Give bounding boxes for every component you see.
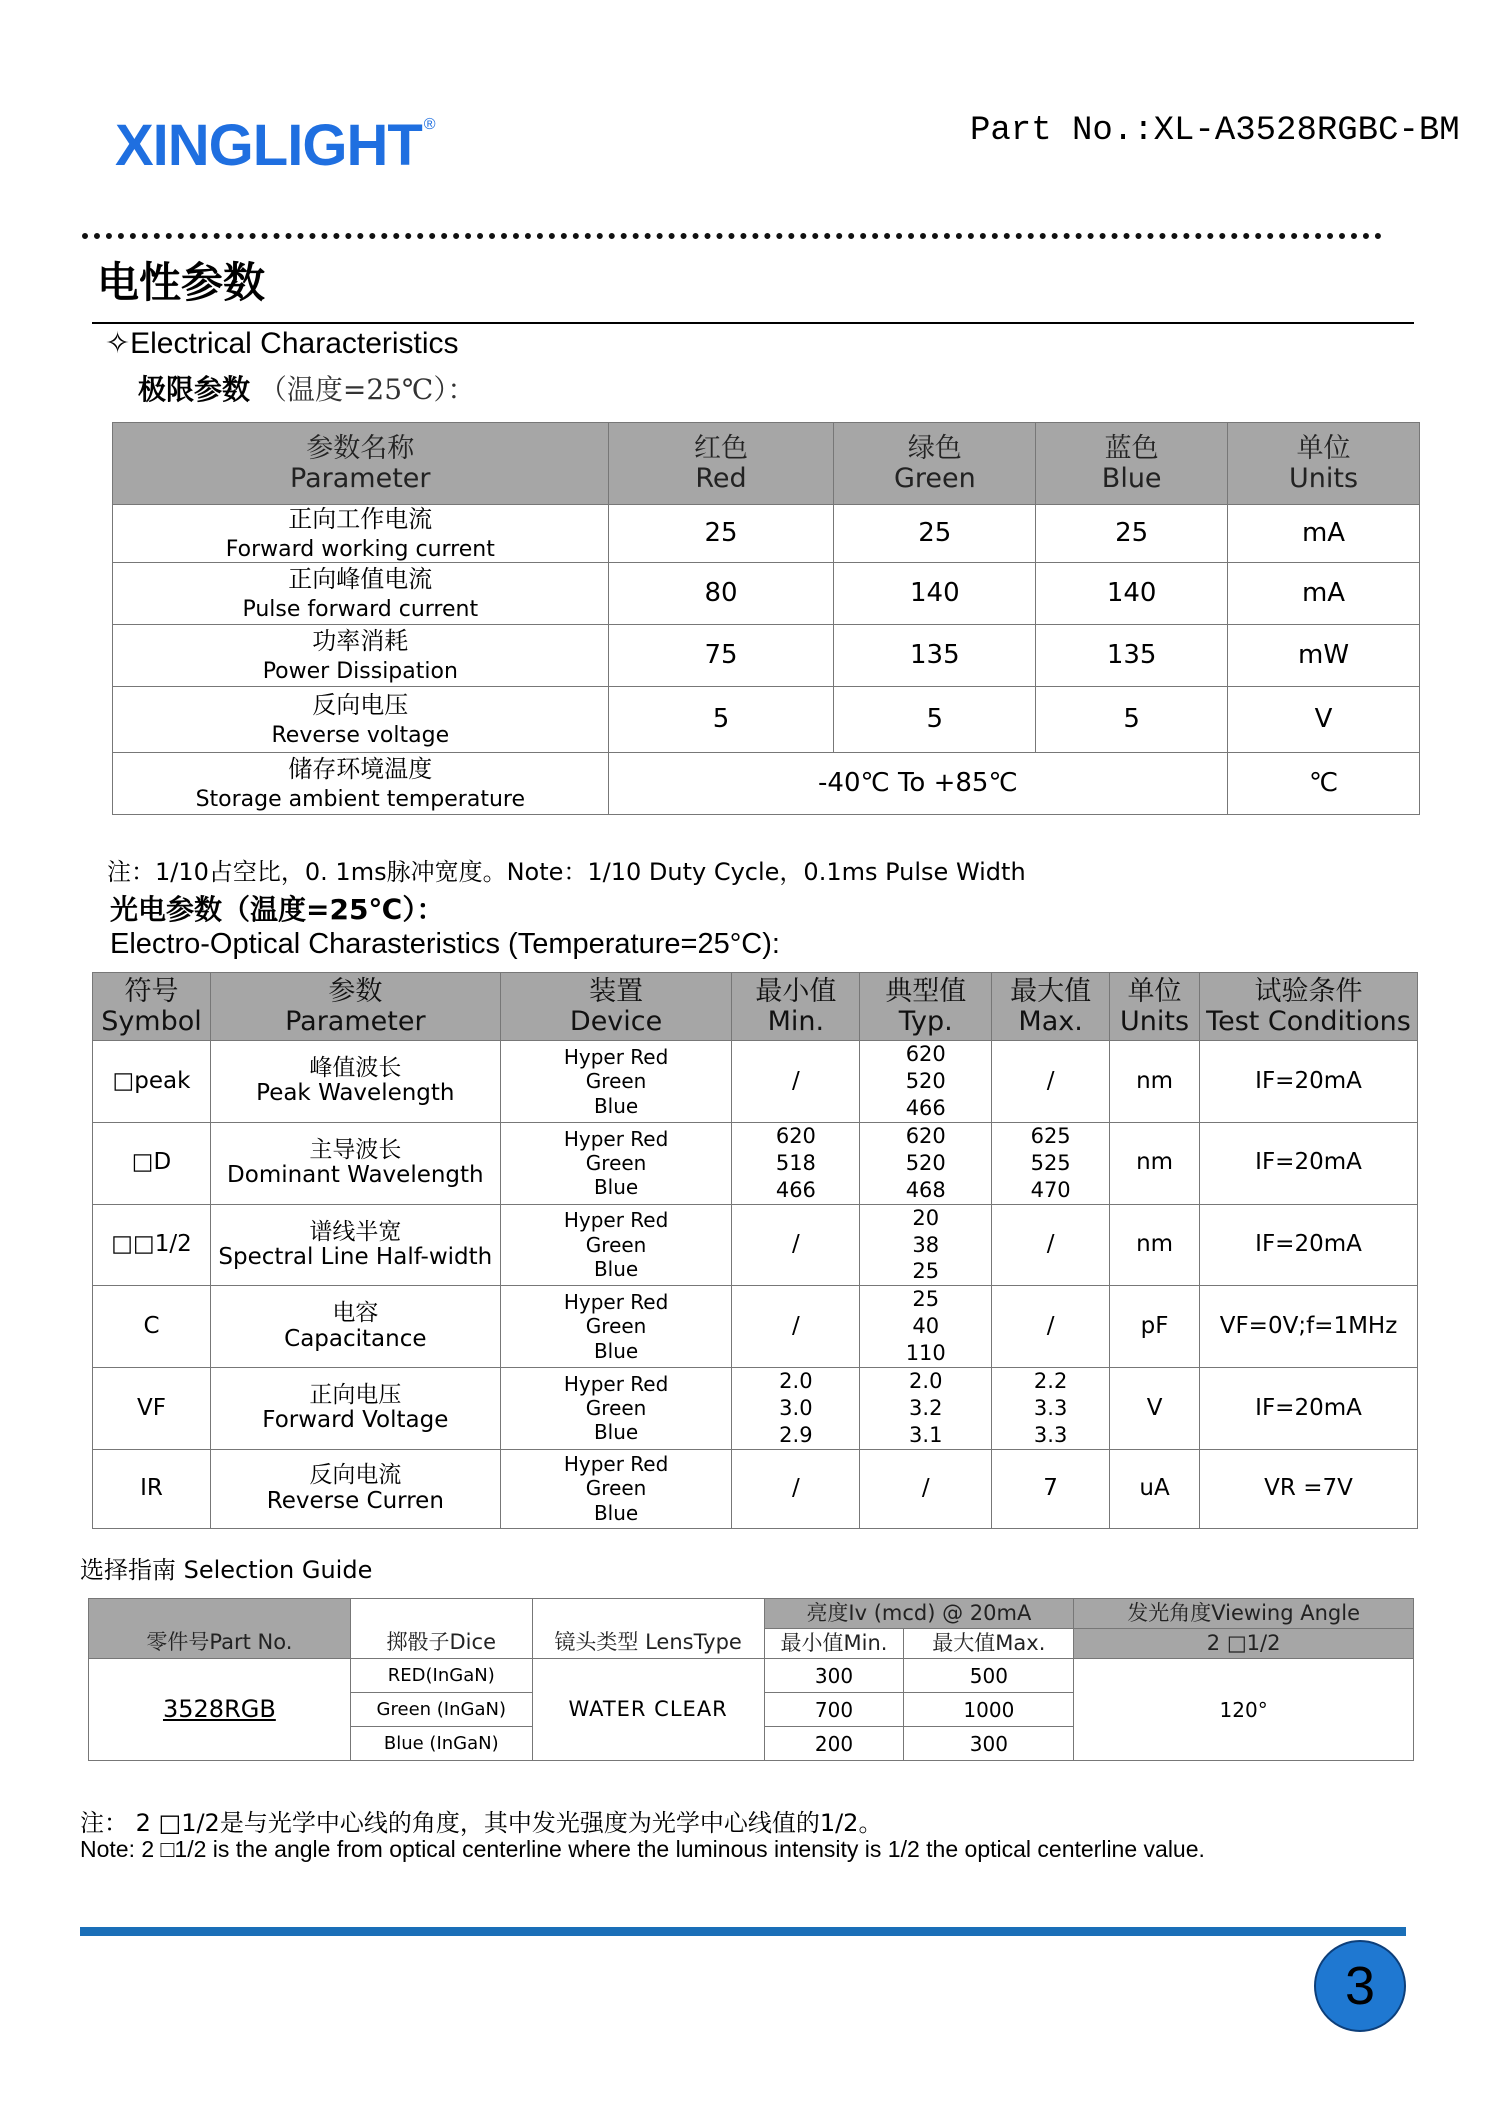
header-cell: 最大值Max. bbox=[904, 1629, 1074, 1659]
header-cell: 镜头类型 LensType bbox=[532, 1599, 764, 1659]
param-cell: 功率消耗 Power Dissipation bbox=[113, 625, 609, 687]
unit-cell: ℃ bbox=[1228, 753, 1420, 815]
symbol-cell: IR bbox=[93, 1449, 211, 1528]
param-cell: 储存环境温度 Storage ambient temperature bbox=[113, 753, 609, 815]
header-cell: 符号 Symbol bbox=[93, 973, 211, 1041]
value-cell: 5 bbox=[1036, 687, 1228, 753]
value-cell: 25 bbox=[834, 505, 1036, 563]
storage-range-cell: -40℃ To +85℃ bbox=[608, 753, 1228, 815]
param-cell: 反向电压 Reverse voltage bbox=[113, 687, 609, 753]
symbol-cell: □peak bbox=[93, 1041, 211, 1123]
typ-cell: 2.0 3.2 3.1 bbox=[860, 1367, 992, 1449]
lum-max-cell: 500 bbox=[904, 1659, 1074, 1693]
min-cell: / bbox=[732, 1449, 860, 1528]
header-cell: 装置 Device bbox=[500, 973, 732, 1041]
symbol-cell: □□1/2 bbox=[93, 1204, 211, 1286]
param-cell: 峰值波长 Peak Wavelength bbox=[210, 1041, 500, 1123]
header-cell: 掷骰子Dice bbox=[350, 1599, 532, 1659]
selection-guide-table bbox=[88, 1598, 1414, 1761]
condition-cell: IF=20mA bbox=[1200, 1367, 1418, 1449]
header-cell: 亮度Iv (mcd) @ 20mA bbox=[764, 1599, 1074, 1629]
footer-bar bbox=[80, 1927, 1406, 1936]
dotted-divider bbox=[82, 233, 1382, 239]
condition-cell: VF=0V;f=1MHz bbox=[1200, 1286, 1418, 1368]
header-cell: 2 □1/2 bbox=[1074, 1629, 1414, 1659]
max-cell: / bbox=[992, 1041, 1110, 1123]
table-row bbox=[113, 625, 1420, 687]
electro-optical-title-en: Electro-Optical Charasteristics (Temperature=25°C): bbox=[110, 928, 780, 960]
part-number: Part No.:XL-A3528RGBC-BM bbox=[970, 112, 1460, 150]
unit-cell: mW bbox=[1228, 625, 1420, 687]
condition-cell: IF=20mA bbox=[1200, 1204, 1418, 1286]
max-cell: 7 bbox=[992, 1449, 1110, 1528]
symbol-cell: C bbox=[93, 1286, 211, 1368]
table-row bbox=[93, 1286, 1418, 1368]
table-row bbox=[93, 1449, 1418, 1528]
condition-cell: IF=20mA bbox=[1200, 1122, 1418, 1204]
header-cell: 单位 Units bbox=[1110, 973, 1200, 1041]
min-cell: 620 518 466 bbox=[732, 1122, 860, 1204]
value-cell: 140 bbox=[1036, 563, 1228, 625]
condition-cell: IF=20mA bbox=[1200, 1041, 1418, 1123]
device-cell: Hyper Red Green Blue bbox=[500, 1367, 732, 1449]
header-cell: 红色 Red bbox=[608, 423, 834, 505]
value-cell: 135 bbox=[834, 625, 1036, 687]
header-cell: 最大值 Max. bbox=[992, 973, 1110, 1041]
lum-min-cell: 200 bbox=[764, 1727, 904, 1761]
header-cell: 参数名称 Parameter bbox=[113, 423, 609, 505]
typ-cell: 620 520 468 bbox=[860, 1122, 992, 1204]
angle-cell: 120° bbox=[1074, 1659, 1414, 1761]
table-row bbox=[89, 1659, 1414, 1693]
dice-cell: RED(InGaN) bbox=[350, 1659, 532, 1693]
header-cell: 单位 Units bbox=[1228, 423, 1420, 505]
table-row bbox=[113, 563, 1420, 625]
param-cell: 反向电流 Reverse Curren bbox=[210, 1449, 500, 1528]
param-cell: 谱线半宽 Spectral Line Half-width bbox=[210, 1204, 500, 1286]
electrical-title: ✧Electrical Characteristics bbox=[105, 327, 459, 360]
header-cell: 参数 Parameter bbox=[210, 973, 500, 1041]
viewing-angle-note-cn: 注： 2 □1/2是与光学中心线的角度，其中发光强度为光学中心线值的1/2。 bbox=[80, 1809, 883, 1837]
header-cell: 最小值Min. bbox=[764, 1629, 904, 1659]
value-cell: 75 bbox=[608, 625, 834, 687]
value-cell: 25 bbox=[608, 505, 834, 563]
header-cell: 蓝色 Blue bbox=[1036, 423, 1228, 505]
unit-cell: nm bbox=[1110, 1041, 1200, 1123]
header-cell: 最小值 Min. bbox=[732, 973, 860, 1041]
viewing-angle-note-en: Note: 2 □1/2 is the angle from optical centerline where the luminous intensity is 1/2 the optical centerline value. bbox=[80, 1836, 1205, 1862]
lum-max-cell: 1000 bbox=[904, 1693, 1074, 1727]
device-cell: Hyper Red Green Blue bbox=[500, 1286, 732, 1368]
part-no-cell: 3528RGB bbox=[89, 1659, 351, 1761]
device-cell: Hyper Red Green Blue bbox=[500, 1204, 732, 1286]
dice-cell: Green (InGaN) bbox=[350, 1693, 532, 1727]
table-row bbox=[93, 1122, 1418, 1204]
value-cell: 135 bbox=[1036, 625, 1228, 687]
max-cell: / bbox=[992, 1204, 1110, 1286]
typ-cell: / bbox=[860, 1449, 992, 1528]
value-cell: 25 bbox=[1036, 505, 1228, 563]
symbol-cell: □D bbox=[93, 1122, 211, 1204]
selection-guide-title: 选择指南 Selection Guide bbox=[80, 1556, 373, 1584]
header-cell: 绿色 Green bbox=[834, 423, 1036, 505]
electro-optical-table bbox=[92, 972, 1418, 1529]
section-title: 电性参数 bbox=[97, 258, 266, 307]
header-cell: 典型值 Typ. bbox=[860, 973, 992, 1041]
lum-max-cell: 300 bbox=[904, 1727, 1074, 1761]
limits-title: 极限参数 （温度=25℃）： bbox=[138, 373, 476, 406]
lum-min-cell: 300 bbox=[764, 1659, 904, 1693]
unit-cell: nm bbox=[1110, 1204, 1200, 1286]
value-cell: 5 bbox=[834, 687, 1036, 753]
max-cell: / bbox=[992, 1286, 1110, 1368]
section-rule bbox=[92, 322, 1414, 324]
table-header-row bbox=[93, 973, 1418, 1041]
duty-cycle-note: 注：1/10占空比，0. 1ms脉冲宽度。Note：1/10 Duty Cycle，0.1ms Pulse Width bbox=[107, 858, 1026, 886]
max-cell: 2.2 3.3 3.3 bbox=[992, 1367, 1110, 1449]
param-cell: 正向电压 Forward Voltage bbox=[210, 1367, 500, 1449]
unit-cell: V bbox=[1110, 1367, 1200, 1449]
min-cell: / bbox=[732, 1286, 860, 1368]
registered-mark: ® bbox=[423, 116, 435, 133]
header-cell: 发光角度Viewing Angle bbox=[1074, 1599, 1414, 1629]
min-cell: / bbox=[732, 1041, 860, 1123]
param-cell: 电容 Capacitance bbox=[210, 1286, 500, 1368]
table-row bbox=[93, 1204, 1418, 1286]
page-number: 3 bbox=[1314, 1940, 1406, 2032]
absolute-ratings-table bbox=[112, 422, 1420, 815]
device-cell: Hyper Red Green Blue bbox=[500, 1122, 732, 1204]
lum-min-cell: 700 bbox=[764, 1693, 904, 1727]
table-row bbox=[113, 505, 1420, 563]
unit-cell: nm bbox=[1110, 1122, 1200, 1204]
typ-cell: 620 520 466 bbox=[860, 1041, 992, 1123]
table-row bbox=[113, 687, 1420, 753]
device-cell: Hyper Red Green Blue bbox=[500, 1449, 732, 1528]
param-cell: 正向工作电流 Forward working current bbox=[113, 505, 609, 563]
header-cell: 零件号Part No. bbox=[89, 1599, 351, 1659]
min-cell: 2.0 3.0 2.9 bbox=[732, 1367, 860, 1449]
typ-cell: 20 38 25 bbox=[860, 1204, 992, 1286]
table-header-row bbox=[89, 1599, 1414, 1629]
table-header-row bbox=[113, 423, 1420, 505]
param-cell: 主导波长 Dominant Wavelength bbox=[210, 1122, 500, 1204]
table-row bbox=[93, 1041, 1418, 1123]
dice-cell: Blue (InGaN) bbox=[350, 1727, 532, 1761]
unit-cell: mA bbox=[1228, 505, 1420, 563]
unit-cell: pF bbox=[1110, 1286, 1200, 1368]
table-row bbox=[113, 753, 1420, 815]
table-row bbox=[93, 1367, 1418, 1449]
lens-cell: WATER CLEAR bbox=[532, 1659, 764, 1761]
unit-cell: V bbox=[1228, 687, 1420, 753]
param-cell: 正向峰值电流 Pulse forward current bbox=[113, 563, 609, 625]
value-cell: 140 bbox=[834, 563, 1036, 625]
min-cell: / bbox=[732, 1204, 860, 1286]
value-cell: 5 bbox=[608, 687, 834, 753]
max-cell: 625 525 470 bbox=[992, 1122, 1110, 1204]
brand-logo: XINGLIGHT ® bbox=[115, 113, 435, 178]
device-cell: Hyper Red Green Blue bbox=[500, 1041, 732, 1123]
condition-cell: VR =7V bbox=[1200, 1449, 1418, 1528]
symbol-cell: VF bbox=[93, 1367, 211, 1449]
header-cell: 试验条件 Test Conditions bbox=[1200, 973, 1418, 1041]
value-cell: 80 bbox=[608, 563, 834, 625]
typ-cell: 25 40 110 bbox=[860, 1286, 992, 1368]
unit-cell: mA bbox=[1228, 563, 1420, 625]
unit-cell: uA bbox=[1110, 1449, 1200, 1528]
electro-optical-title-cn: 光电参数（温度=25℃）： bbox=[110, 893, 445, 926]
